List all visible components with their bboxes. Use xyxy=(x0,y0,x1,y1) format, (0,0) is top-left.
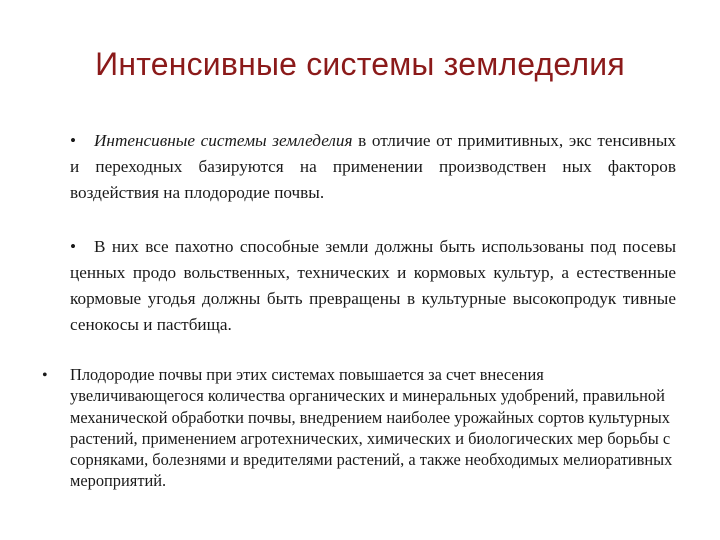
paragraph-soil-fertility: Плодородие почвы при этих системах повышается за счет внесения увеличивающегося количества органических и минеральных удобрений, правильной механической обработки почвы, внедрением наиболее урожайных сортов культурных растений, применением агротехнических, химических и биологических мер борьбы с сорняками, болезнями и вредителями растений, а также необходимых мелиоративных мероприятий. xyxy=(70,365,673,491)
paragraph-text: В них все пахотно способные земли должны быть использованы под посевы ценных продо вольственных, технических и кормовых культур, а естественные кормовые угодья должны быть превращены в культурные высокопродук тивные сенокосы и пастбища. xyxy=(70,237,676,334)
bullet-icon: • xyxy=(42,367,48,384)
paragraph-italic-term: Интенсивные системы земледелия xyxy=(94,131,353,150)
slide-title: Интенсивные системы земледелия xyxy=(95,46,625,82)
paragraph-arable-lands xyxy=(70,234,676,338)
bullet-icon: • xyxy=(70,131,77,150)
bullet-icon: • xyxy=(70,237,77,256)
paragraph-intensive-systems xyxy=(70,128,676,206)
paragraph-text: в отличие от примитивных, экс тенсивных и переходных базируются на применении производствен ных факторов воздействия на плодородие почвы. xyxy=(70,131,676,202)
